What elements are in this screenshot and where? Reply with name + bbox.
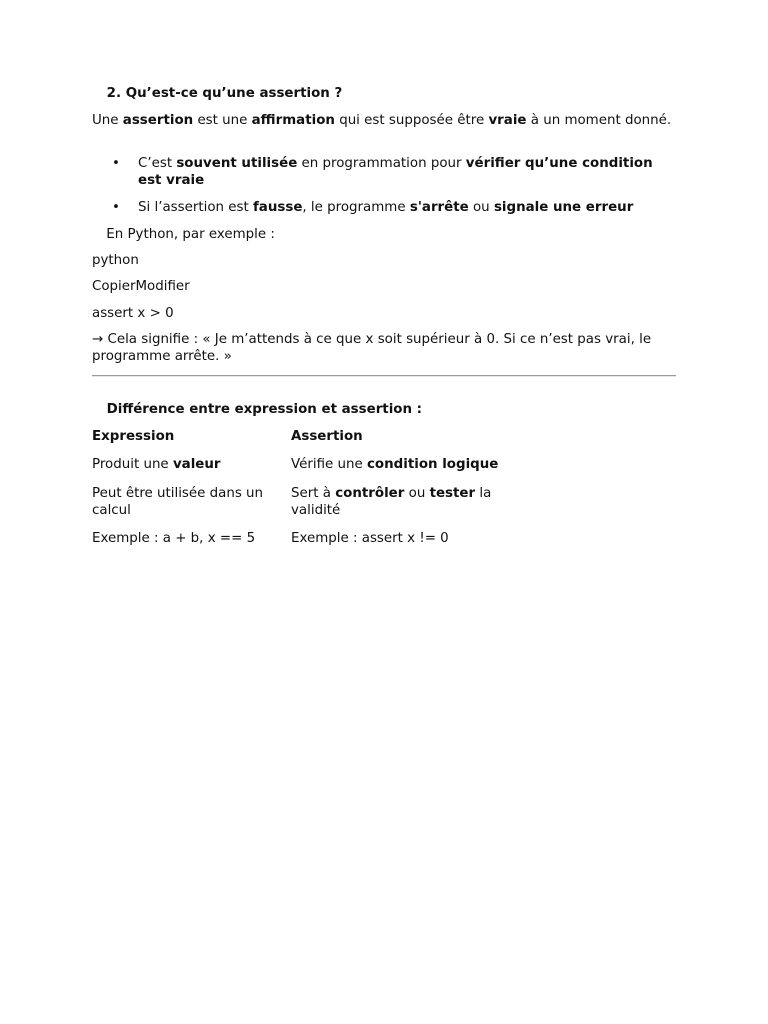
list-item-text (138, 155, 658, 189)
comparison-heading-text: Différence entre expression et assertion : (106, 402, 423, 417)
table-cell-bold: contrôler (335, 486, 405, 501)
list-item-bold: s'arrête (409, 200, 469, 215)
bullet-icon: • (112, 200, 120, 215)
table-cell-text: Exemple : assert x != 0 (291, 531, 449, 546)
section-heading-text: 2. Qu’est-ce qu’une assertion ? (106, 86, 343, 101)
section-heading (92, 85, 676, 102)
list-item-text (138, 199, 678, 216)
list-item (92, 199, 676, 216)
table-cell (291, 530, 531, 547)
table-cell-text: Vérifie une (291, 457, 367, 472)
table-cell-text: Peut être utilisée dans un calcul (92, 486, 264, 518)
comparison-heading (92, 401, 676, 418)
table-cell (92, 485, 282, 519)
list-item-bold: souvent utilisée (176, 156, 298, 171)
table-cell (291, 485, 521, 519)
table-cell (92, 456, 282, 473)
copy-modify-label[interactable]: CopierModifier (92, 279, 190, 294)
table-cell-text: la validité (291, 486, 492, 518)
definition-text: est une (193, 113, 252, 128)
bullet-icon: • (112, 156, 120, 171)
code-line: assert x > 0 (92, 306, 174, 321)
python-intro-text: En Python, par exemple : (106, 227, 275, 242)
explanation-paragraph: → Cela signifie : « Je m’attends à ce que x soit supérieur à 0. Si ce n’est pas vrai, le programme arrête. » (92, 332, 652, 364)
table-cell-text: Produit une (92, 457, 173, 472)
table-cell-bold: valeur (172, 457, 221, 472)
horizontal-divider (92, 375, 676, 377)
list-item-plain: en programmation pour (297, 156, 466, 171)
list-item-bold: signale une erreur (493, 200, 634, 215)
list-item-plain: ou (468, 200, 494, 215)
definition-paragraph (92, 112, 676, 129)
definition-text: Une (92, 113, 123, 128)
definition-bold-vraie: vraie (488, 113, 527, 128)
table-cell-text: Exemple : a + b, x == 5 (92, 531, 256, 546)
comparison-table (92, 428, 676, 558)
definition-bold-assertion: assertion (122, 113, 194, 128)
table-cell-bold: condition logique (366, 457, 499, 472)
table-cell-text: ou (404, 486, 430, 501)
table-cell-text: Sert à (291, 486, 336, 501)
table-header-text: Assertion (291, 429, 363, 444)
table-header-text: Expression (92, 429, 175, 444)
table-header-assertion (291, 428, 531, 445)
definition-bold-affirmation: affirmation (251, 113, 335, 128)
list-item-bold: fausse (252, 200, 303, 215)
list-item-plain: C’est (138, 156, 177, 171)
definition-text: à un moment donné. (526, 113, 672, 128)
table-cell-bold: tester (429, 486, 476, 501)
table-cell (291, 456, 531, 473)
list-item (92, 155, 676, 189)
code-language-label: python (92, 253, 139, 268)
table-header-expression (92, 428, 282, 445)
list-item-plain: , le programme (302, 200, 410, 215)
definition-text: qui est supposée être (334, 113, 489, 128)
list-item-bold: vérifier qu’une condition est vraie (138, 156, 653, 188)
table-cell (92, 530, 282, 547)
list-item-plain: Si l’assertion est (138, 200, 253, 215)
python-intro (92, 226, 676, 243)
